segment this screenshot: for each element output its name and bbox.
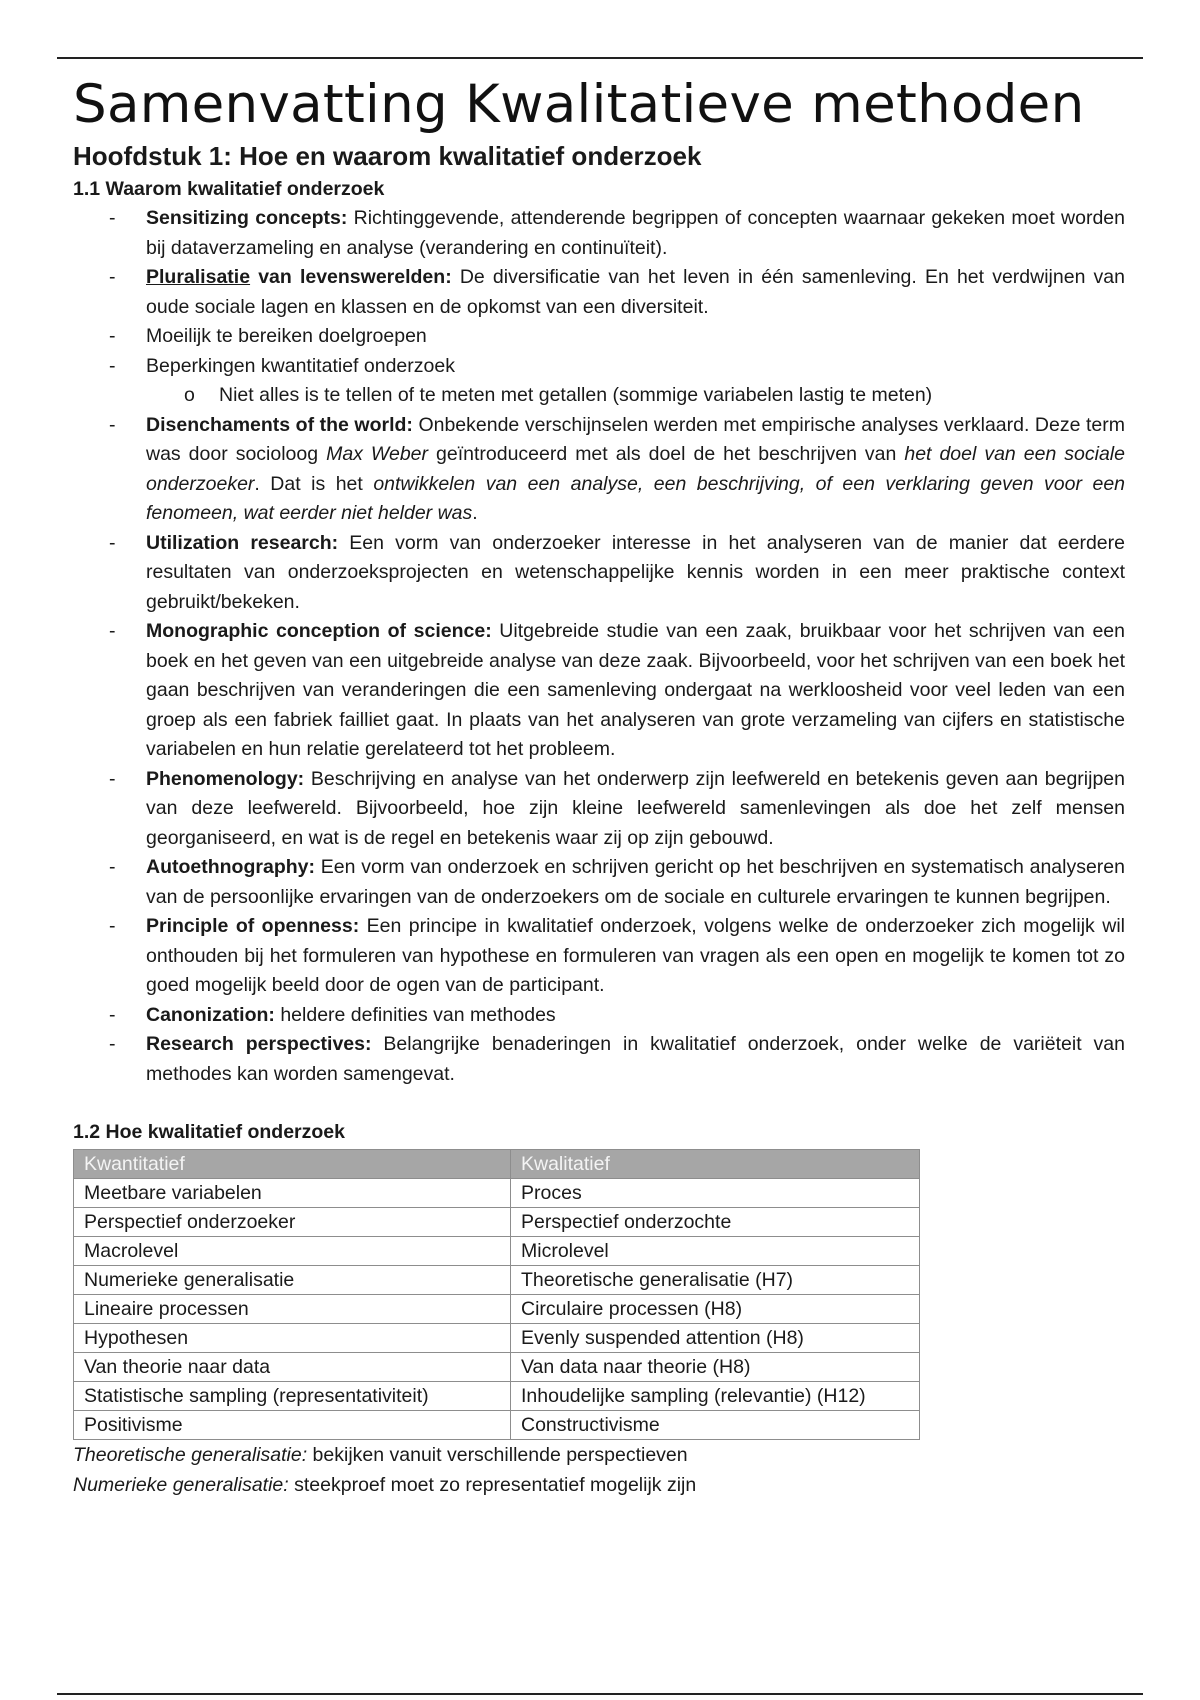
table-row [74,1411,920,1440]
definition-list [73,204,1133,1089]
table-cell: Numerieke generalisatie [74,1266,511,1295]
note-label: Theoretische generalisatie: [73,1444,308,1466]
list-item [73,1001,1125,1031]
section-heading-1-2: 1.2 Hoe kwalitatief onderzoek [73,1121,346,1143]
table-cell: Perspectief onderzochte [511,1208,920,1237]
table-header-row [74,1150,920,1179]
note-label: Numerieke generalisatie: [73,1474,289,1496]
table-cell: Hypothesen [74,1324,511,1353]
term-definition: Beschrijving en analyse van het onderwerp zijn leefwereld en betekenis geven aan begrijpen van deze leefwereld. Bijvoorbeeld, hoe zijn kleine leefwereld samenlevingen als doe het zelf mensen georganiseerd, en wat is de regel en betekenis waar zij op zijn gebouwd. [146,767,1125,849]
section-heading-1-1: 1.1 Waarom kwalitatief onderzoek [73,178,385,200]
bullet-dash: - [109,915,116,937]
list-item [73,853,1125,912]
table-cell: Van data naar theorie (H8) [511,1353,920,1382]
list-item [73,1030,1125,1089]
table-cell: Macrolevel [74,1237,511,1266]
term-label: Monographic conception of science: [146,620,492,642]
bullet-dash: - [109,413,116,436]
list-item [73,617,1125,765]
table-row [74,1266,920,1295]
table-row [74,1295,920,1324]
item-text: Moeilijk te bereiken doelgroepen [146,325,427,347]
term-label: Principle of openness: [146,915,360,937]
note-line [73,1470,1133,1500]
document-title: Samenvatting Kwalitatieve methoden [73,74,1085,135]
table-row [74,1324,920,1353]
list-item [73,263,1125,322]
term-label: Research perspectives: [146,1033,372,1055]
italic-text: Max Weber [326,443,429,465]
spacer [73,1089,1133,1117]
table-cell: Proces [511,1179,920,1208]
column-header-kwantitatief: Kwantitatief [74,1150,511,1179]
note-text: bekijken vanuit verschillende perspectieven [307,1444,688,1466]
bullet-dash: - [109,1003,116,1026]
table-cell: Circulaire processen (H8) [511,1295,920,1324]
table-row [74,1208,920,1237]
italic-text: ontwikkelen van een analyse, een beschrijving, of een verklaring geven voor een fenomeen, wat eerder niet helder was [146,472,1126,524]
term-definition: Een principe in kwalitatief onderzoek, volgens welke de onderzoeker zich mogelijk wil onthouden bij het formuleren van hypothese en formuleren van vragen als een open en mogelijk te komen tot zo goed mogelijk beeld door de ogen van de participant. [146,915,1125,996]
note-line [73,1440,1133,1470]
term-definition: Een vorm van onderzoeker interesse in het analyseren van de manier dat eerdere resultaten van onderzoeksprojecten en wetenschappelijke kennis worden in een meer praktische context gebruikt/bekeken. [146,531,1125,613]
term-label: Sensitizing concepts: [146,207,348,229]
term-label: Phenomenology: [146,767,305,790]
bullet-dash: - [109,856,116,878]
item-text: Beperkingen kwantitatief onderzoek [146,354,455,377]
term-label: Disenchaments of the world: [146,413,413,436]
list-item [73,765,1125,854]
table-cell: Statistische sampling (representativiteit) [74,1382,511,1411]
sub-list-item [73,381,1125,411]
table-cell: Van theorie naar data [74,1353,511,1382]
term-definition: De diversificatie van het leven in één samenleving. En het verdwijnen van oude sociale lagen en klassen en de opkomst van een diversiteit. [146,266,1125,318]
term-label: Utilization research: [146,531,339,554]
table-cell: Inhoudelijke sampling (relevantie) (H12) [511,1382,920,1411]
list-item [73,529,1125,618]
list-item [73,204,1125,263]
term-definition: . Dat is het [254,472,374,495]
italic-text: het doel van een sociale onderzoeker [146,443,1125,495]
table-row [74,1382,920,1411]
chapter-heading: Hoofdstuk 1: Hoe en waarom kwalitatief onderzoek [73,141,702,171]
bullet-dash: - [109,620,116,642]
term-definition: Uitgebreide studie van een zaak, bruikbaar voor het schrijven van een boek en het geven van een uitgebreide analyse van deze zaak. Bijvoorbeeld, voor het schrijven van een boek het gaan beschrijven van veranderingen die een samenleving ondergaat na werkloosheid voor veel leden van een groep als een fabriek failliet gaat. In plaats van het analyseren van grote verzameling van cijfers en statistische variabelen en hun relatie gerelateerd tot het probleem. [146,620,1125,760]
list-item [73,322,1125,352]
table-cell: Evenly suspended attention (H8) [511,1324,920,1353]
bullet-dash: - [109,354,116,377]
table-row [74,1353,920,1382]
term-label: van levenswerelden: [250,266,452,288]
column-header-kwalitatief: Kwalitatief [511,1150,920,1179]
term-definition: Onbekende verschijnselen werden met empirische analyses verklaard. Deze term was door socioloog [146,413,1125,465]
table-cell: Positivisme [74,1411,511,1440]
comparison-table [73,1149,920,1440]
bullet-dash: - [109,531,116,554]
table-row [74,1237,920,1266]
term-definition: Belangrijke benaderingen in kwalitatief onderzoek, onder welke de variëteit van methodes kan worden samengevat. [146,1033,1125,1085]
table-cell: Theoretische generalisatie (H7) [511,1266,920,1295]
bullet-dash: - [109,207,116,229]
term-definition: . [472,502,478,524]
term-definition: Een vorm van onderzoek en schrijven gericht op het beschrijven en systematisch analyseren van de persoonlijke ervaringen van de onderzoekers om de sociale en culturele ervaringen te kunnen begrijpen. [146,856,1125,908]
bullet-dash: - [109,767,116,790]
table-cell: Lineaire processen [74,1295,511,1324]
table-cell: Constructivisme [511,1411,920,1440]
sub-bullet-marker: o [184,384,195,406]
term-label: Canonization: [146,1003,275,1026]
bullet-dash: - [109,1033,116,1055]
note-text: steekproef moet zo representatief mogelijk zijn [288,1474,697,1496]
table-cell: Meetbare variabelen [74,1179,511,1208]
table-row [74,1179,920,1208]
top-rule [57,57,1143,59]
list-item [73,411,1125,529]
list-item [73,352,1125,382]
term-label-underlined: Pluralisatie [146,266,251,288]
bullet-dash: - [109,325,116,347]
term-label: Autoethnography: [146,856,315,878]
list-item [73,912,1125,1001]
term-definition: geïntroduceerd met als doel de het beschrijven van [428,443,905,465]
document-page [73,72,1133,1500]
bottom-rule [57,1693,1143,1695]
term-definition: heldere definities van methodes [274,1003,556,1026]
term-definition: Richtinggevende, attenderende begrippen of concepten waarnaar gekeken moet worden bij dataverzameling en analyse (verandering en continuïteit). [146,207,1126,259]
table-cell: Perspectief onderzoeker [74,1208,511,1237]
table-cell: Microlevel [511,1237,920,1266]
bullet-dash: - [109,266,116,288]
item-text: Niet alles is te tellen of te meten met getallen (sommige variabelen lastig te meten) [219,384,933,406]
